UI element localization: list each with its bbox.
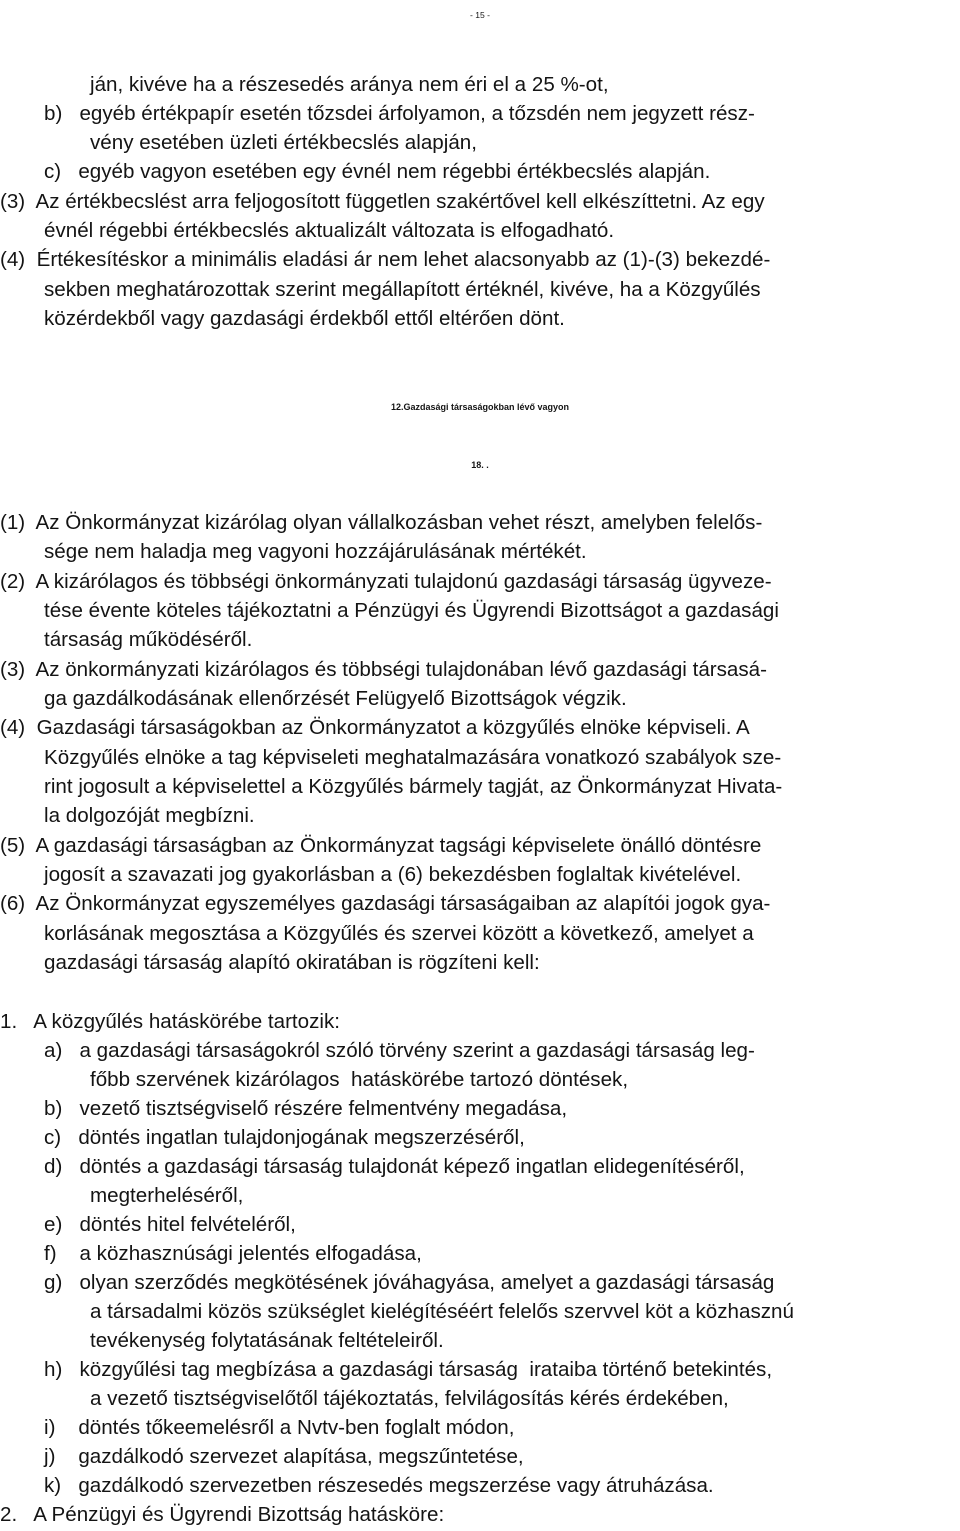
text-line: 1. A közgyűlés hatáskörébe tartozik: xyxy=(0,1010,340,1033)
text-line: a vezető tisztségviselőtől tájékoztatás, felvilágosítás kérés érdekében, xyxy=(90,1387,729,1410)
text-line: g) olyan szerződés megkötésének jóváhagyása, amelyet a gazdasági társaság xyxy=(44,1271,775,1294)
text-line: la dolgozóját megbízni. xyxy=(44,804,255,827)
text-line: e) döntés hitel felvételéről, xyxy=(44,1213,296,1236)
text-line: (4) Gazdasági társaságokban az Önkormányzatot a közgyűlés elnöke képviseli. A xyxy=(0,716,750,739)
text-line: társaság működéséről. xyxy=(44,628,253,651)
text-line: ján, kivéve ha a részesedés aránya nem éri el a 25 %-ot, xyxy=(90,73,609,96)
text-line: f) a közhasznúsági jelentés elfogadása, xyxy=(44,1242,422,1265)
text-line: d) döntés a gazdasági társaság tulajdonát képező ingatlan elidegenítéséről, xyxy=(44,1155,745,1178)
page-number: - 15 - xyxy=(469,10,491,20)
text-line: sége nem haladja meg vagyoni hozzájárulásának mértékét. xyxy=(44,540,587,563)
text-line: b) vezető tisztségviselő részére felmentvény megadása, xyxy=(44,1097,568,1120)
text-line: évnél régebbi értékbecslés aktualizált változata is elfogadható. xyxy=(44,219,615,242)
text-line: k) gazdálkodó szervezetben részesedés megszerzése vagy átruházása. xyxy=(44,1474,714,1497)
text-line: vény esetében üzleti értékbecslés alapján, xyxy=(90,131,477,154)
text-line: megterheléséről, xyxy=(90,1184,244,1207)
text-line: j) gazdálkodó szervezet alapítása, megszűntetése, xyxy=(44,1445,524,1468)
text-line: tevékenység folytatásának feltételeiről. xyxy=(90,1329,444,1352)
text-line: a társadalmi közös szükséglet kielégítéséért felelős szervvel köt a közhasznú xyxy=(90,1300,794,1323)
text-line: jogosít a szavazati jog gyakorlásban a (6) bekezdésben foglaltak kivételével. xyxy=(44,863,742,886)
text-line: c) egyéb vagyon esetében egy évnél nem régebbi értékbecslés alapján. xyxy=(44,160,711,183)
text-line: (1) Az Önkormányzat kizárólag olyan vállalkozásban vehet részt, amelyben felelős- xyxy=(0,511,763,534)
text-line: gazdasági társaság alapító okiratában is rögzíteni kell: xyxy=(44,951,540,974)
text-line: b) egyéb értékpapír esetén tőzsdei árfolyamon, a tőzsdén nem jegyzett rész- xyxy=(44,102,755,125)
text-line: főbb szervének kizárólagos hatáskörébe tartozó döntések, xyxy=(90,1068,629,1091)
text-line: ga gazdálkodásának ellenőrzését Felügyelő Bizottságok végzik. xyxy=(44,687,627,710)
text-line: a) a gazdasági társaságokról szóló törvény szerint a gazdasági társaság leg- xyxy=(44,1039,755,1062)
text-line: (5) A gazdasági társaságban az Önkormányzat tagsági képviselete önálló döntésre xyxy=(0,834,762,857)
paragraph-sign: 18. . xyxy=(471,460,489,470)
text-line: h) közgyűlési tag megbízása a gazdasági társaság irataiba történő betekintés, xyxy=(44,1358,773,1381)
text-line: tése évente köteles tájékoztatni a Pénzügyi és Ügyrendi Bizottságot a gazdasági xyxy=(44,599,779,622)
text-line: (2) A kizárólagos és többségi önkormányzati tulajdonú gazdasági társaság ügyveze- xyxy=(0,570,772,593)
text-line: korlásának megosztása a Közgyűlés és szervei között a következő, amelyet a xyxy=(44,922,754,945)
text-line: (3) Az önkormányzati kizárólagos és többségi tulajdonában lévő gazdasági társasá- xyxy=(0,658,767,681)
text-line: sekben meghatározottak szerint megállapított értéknél, kivéve, ha a Közgyűlés xyxy=(44,278,761,301)
text-line: rint jogosult a képviselettel a Közgyűlés bármely tagját, az Önkormányzat Hivata- xyxy=(44,775,783,798)
text-line: (3) Az értékbecslést arra feljogosított független szakértővel kell elkészíttetni. Az egy xyxy=(0,190,765,213)
text-line: Közgyűlés elnöke a tag képviseleti meghatalmazására vonatkozó szabályok sze- xyxy=(44,746,782,769)
text-line: i) döntés tőkeemelésről a Nvtv-ben foglalt módon, xyxy=(44,1416,515,1439)
text-line: közérdekből vagy gazdasági érdekből ettől eltérően dönt. xyxy=(44,307,565,330)
text-line: (4) Értékesítéskor a minimális eladási ár nem lehet alacsonyabb az (1)-(3) bekezdé- xyxy=(0,248,771,271)
text-line: 2. A Pénzügyi és Ügyrendi Bizottság hatásköre: xyxy=(0,1503,445,1526)
text-line: c) döntés ingatlan tulajdonjogának megszerzéséről, xyxy=(44,1126,525,1149)
text-line: (6) Az Önkormányzat egyszemélyes gazdasági társaságaiban az alapítói jogok gya- xyxy=(0,892,771,915)
section-heading: 12.Gazdasági társaságokban lévő vagyon xyxy=(390,402,570,412)
